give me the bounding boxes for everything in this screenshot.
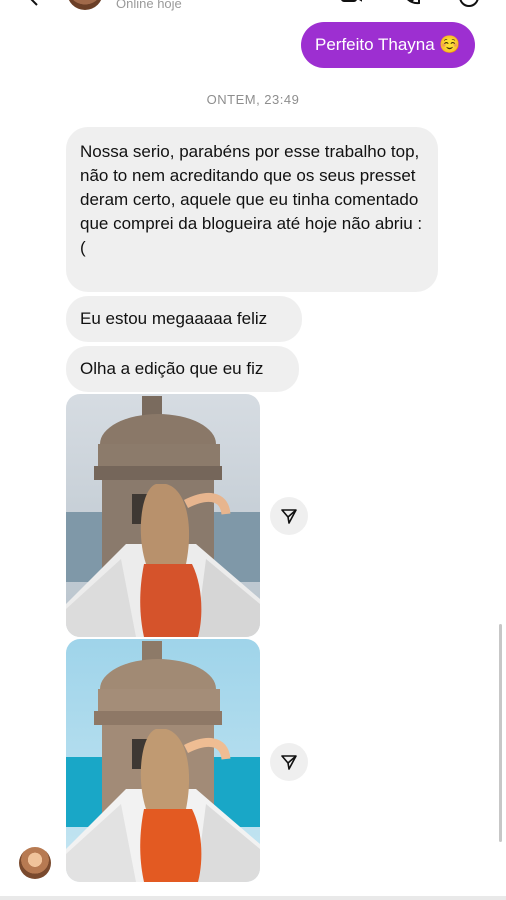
online-status: Online hoje (116, 0, 182, 11)
incoming-message[interactable]: Olha a edição que eu fiz (66, 346, 299, 392)
share-photo-button[interactable] (270, 497, 308, 535)
photo-message-original[interactable] (66, 394, 260, 637)
send-icon (281, 754, 297, 770)
photo-original-image (66, 394, 260, 637)
chat-header (0, 0, 506, 14)
outgoing-message[interactable]: Perfeito Thayna ☺️ (301, 22, 475, 68)
scrollbar[interactable] (499, 624, 502, 842)
info-icon[interactable] (458, 0, 480, 8)
incoming-message[interactable]: Eu estou megaaaaa feliz (66, 296, 302, 342)
video-call-icon[interactable] (340, 0, 362, 8)
sender-avatar[interactable] (19, 847, 51, 879)
composer-edge (0, 896, 506, 900)
share-photo-button[interactable] (270, 743, 308, 781)
incoming-message[interactable]: Nossa serio, parabéns por esse trabalho top, não to nem acreditando que os seus presset deram certo, aquele que eu tinha comentado que comprei da blogueira até hoje não abriu :( (66, 127, 438, 292)
timestamp: ONTEM, 23:49 (206, 92, 300, 107)
photo-message-edited[interactable] (66, 639, 260, 882)
phone-icon[interactable] (398, 0, 420, 8)
photo-edited-image (66, 639, 260, 882)
header-avatar[interactable] (67, 0, 103, 10)
send-icon (281, 508, 297, 524)
back-icon[interactable] (26, 0, 42, 6)
